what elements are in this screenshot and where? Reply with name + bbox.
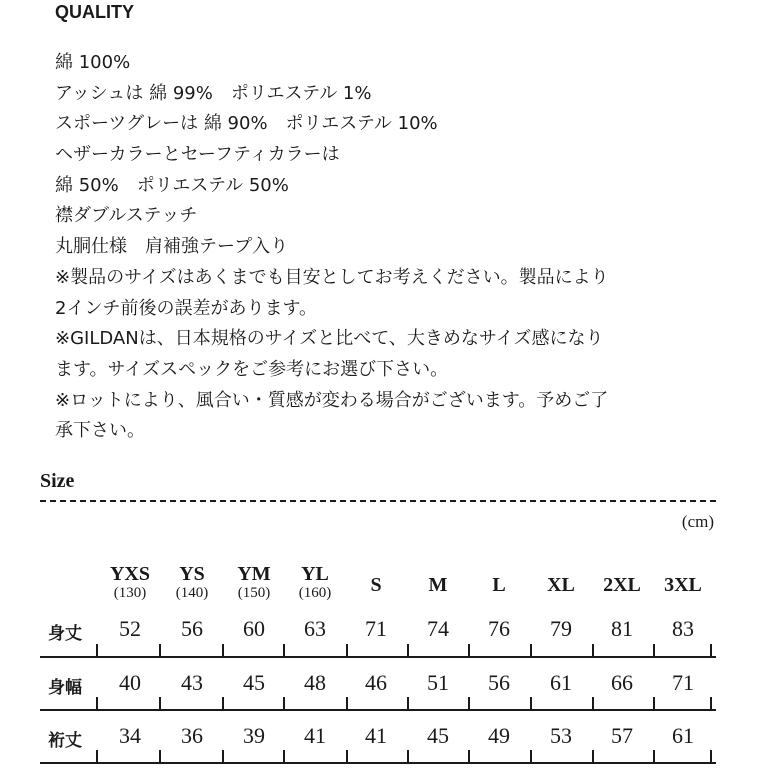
row-tick xyxy=(592,750,594,762)
size-column-header xyxy=(652,563,714,596)
table-cell: 52 xyxy=(119,616,141,641)
row-tick xyxy=(222,750,224,762)
quality-line: ※ロットにより、風合い・質感が変わる場合がございます。予めご了 xyxy=(55,389,609,411)
table-cell: 34 xyxy=(119,723,141,748)
quality-line: ヘザーカラーとセーフティカラーは xyxy=(55,144,340,166)
table-cell: 56 xyxy=(181,616,203,641)
table-cell: 51 xyxy=(427,670,449,695)
row-tick xyxy=(468,644,470,656)
size-label: 2XL xyxy=(603,574,641,596)
size-column-header xyxy=(530,563,592,596)
row-tick xyxy=(530,697,532,709)
row-tick xyxy=(346,697,348,709)
size-label: YM xyxy=(237,563,271,585)
table-cell: 40 xyxy=(119,670,141,695)
row-rule xyxy=(40,656,716,658)
unit-label: (cm) xyxy=(681,512,714,531)
row-tick xyxy=(710,697,712,709)
size-column-header xyxy=(161,563,223,601)
row-tick xyxy=(653,644,655,656)
height-label: (140) xyxy=(175,585,209,601)
size-column-header xyxy=(284,563,346,601)
row-tick xyxy=(407,750,409,762)
row-tick xyxy=(222,697,224,709)
size-column-header xyxy=(407,563,469,596)
row-tick xyxy=(159,697,161,709)
table-cell: 79 xyxy=(550,616,572,641)
table-cell: 61 xyxy=(672,723,694,748)
quality-title: QUALITY xyxy=(55,2,134,22)
row-label: 身丈 xyxy=(48,624,82,644)
table-cell: 61 xyxy=(550,670,572,695)
size-column-header xyxy=(345,563,407,596)
row-tick xyxy=(468,697,470,709)
height-label: (150) xyxy=(237,585,271,601)
table-cell: 48 xyxy=(304,670,326,695)
table-cell: 53 xyxy=(550,723,572,748)
quality-line: ※GILDANは、日本規格のサイズと比べて、大きめなサイズ感になり xyxy=(55,328,604,350)
quality-line: スポーツグレーは 綿 90% ポリエステル 10% xyxy=(55,113,438,135)
table-cell: 66 xyxy=(611,670,633,695)
row-tick xyxy=(530,644,532,656)
row-tick xyxy=(159,750,161,762)
quality-line: 綿 50% ポリエステル 50% xyxy=(55,174,289,196)
size-column-header xyxy=(591,563,653,596)
row-rule xyxy=(40,709,716,711)
row-label: 身幅 xyxy=(48,678,82,698)
table-cell: 81 xyxy=(611,616,633,641)
quality-line: アッシュは 綿 99% ポリエステル 1% xyxy=(55,82,372,104)
row-tick xyxy=(653,750,655,762)
quality-line: 丸胴仕様 肩補強テープ入り xyxy=(55,236,289,258)
row-tick xyxy=(96,750,98,762)
row-tick xyxy=(468,750,470,762)
table-cell: 49 xyxy=(488,723,510,748)
row-tick xyxy=(346,750,348,762)
table-cell: 45 xyxy=(427,723,449,748)
table-cell: 41 xyxy=(365,723,387,748)
row-tick xyxy=(159,644,161,656)
table-cell: 83 xyxy=(672,616,694,641)
row-tick xyxy=(710,644,712,656)
table-cell: 74 xyxy=(427,616,449,641)
table-cell: 43 xyxy=(181,670,203,695)
size-label: L xyxy=(492,574,506,596)
row-tick xyxy=(407,644,409,656)
quality-line: ます。サイズスペックをご参考にお選び下さい。 xyxy=(55,358,449,380)
size-column-header xyxy=(468,563,530,596)
height-label: (130) xyxy=(113,585,147,601)
quality-line: 襟ダブルステッチ xyxy=(55,205,198,227)
size-label: YL xyxy=(301,563,329,585)
table-cell: 39 xyxy=(243,723,265,748)
table-cell: 71 xyxy=(672,670,694,695)
size-column-header xyxy=(223,563,285,601)
size-label: YXS xyxy=(109,563,150,585)
table-cell: 46 xyxy=(365,670,387,695)
row-tick xyxy=(346,644,348,656)
row-tick xyxy=(407,697,409,709)
table-cell: 41 xyxy=(304,723,326,748)
dashed-divider xyxy=(40,500,716,502)
row-tick xyxy=(222,644,224,656)
size-label: 3XL xyxy=(664,574,702,596)
row-label: 裄丈 xyxy=(48,731,82,751)
quality-line: 承下さい。 xyxy=(55,420,145,442)
size-label: M xyxy=(428,574,448,596)
table-cell: 45 xyxy=(243,670,265,695)
quality-line: 綿 100% xyxy=(55,52,131,73)
size-label: S xyxy=(370,574,382,596)
table-cell: 36 xyxy=(181,723,203,748)
row-tick xyxy=(592,697,594,709)
row-tick xyxy=(653,697,655,709)
size-label: XL xyxy=(547,574,575,596)
table-cell: 71 xyxy=(365,616,387,641)
height-label: (160) xyxy=(298,585,332,601)
row-tick xyxy=(710,750,712,762)
quality-description xyxy=(55,48,609,447)
row-tick xyxy=(283,750,285,762)
row-tick xyxy=(96,644,98,656)
table-cell: 56 xyxy=(488,670,510,695)
quality-line: 2インチ前後の誤差があります。 xyxy=(55,297,318,319)
row-tick xyxy=(96,697,98,709)
size-label: YS xyxy=(179,563,205,585)
row-tick xyxy=(592,644,594,656)
table-cell: 76 xyxy=(488,616,510,641)
size-title: Size xyxy=(40,470,75,492)
row-rule xyxy=(40,762,716,764)
row-tick xyxy=(283,697,285,709)
quality-line: ※製品のサイズはあくまでも目安としてお考えください。製品により xyxy=(55,266,609,288)
table-cell: 63 xyxy=(304,616,326,641)
row-tick xyxy=(283,644,285,656)
table-cell: 60 xyxy=(243,616,265,641)
table-cell: 57 xyxy=(611,723,633,748)
row-tick xyxy=(530,750,532,762)
size-column-header xyxy=(99,563,161,601)
